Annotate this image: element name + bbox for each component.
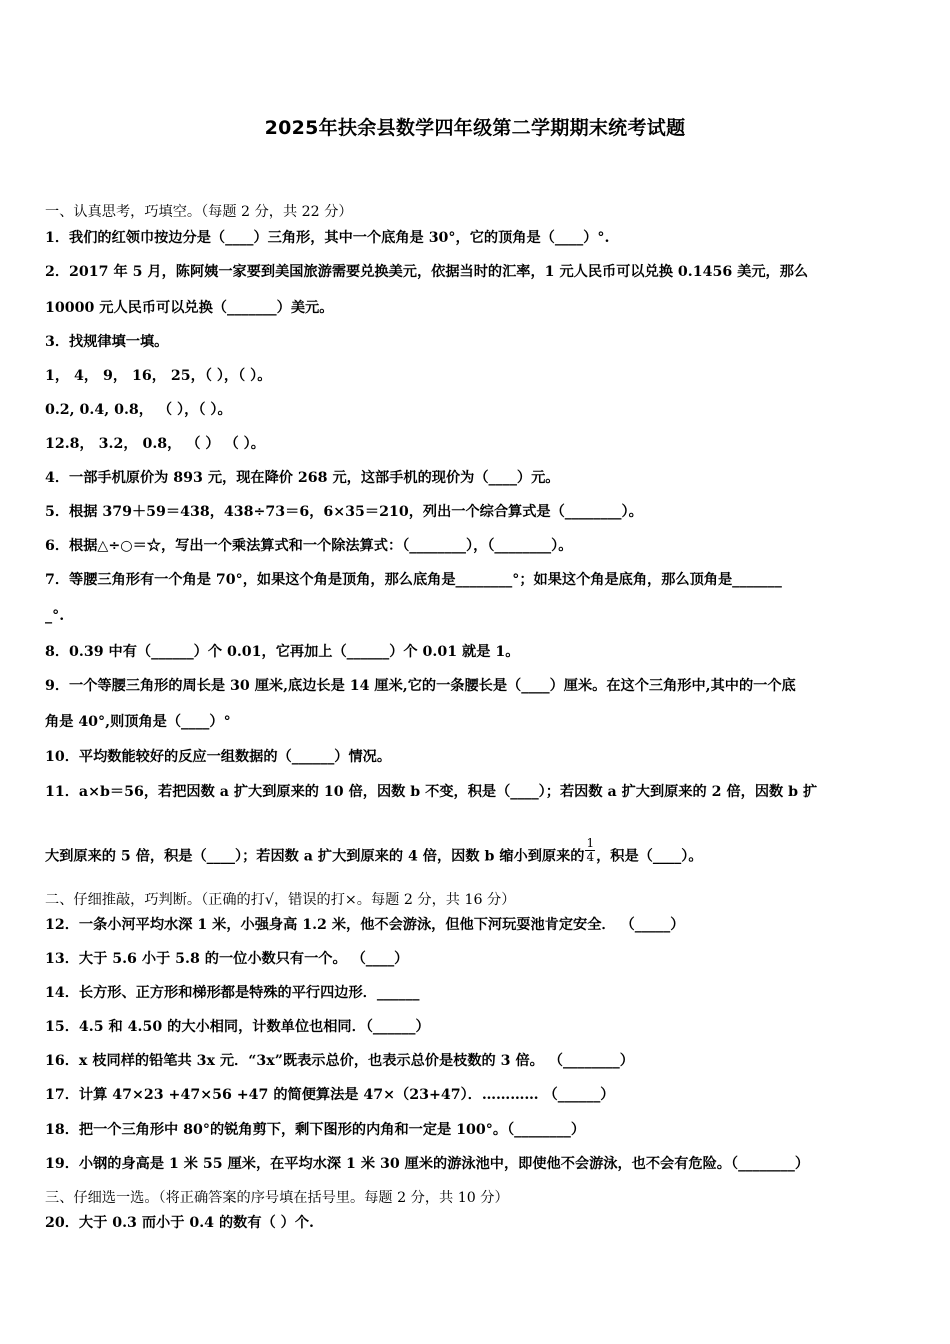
question-9-line-1: 9．一个等腰三角形的周长是 30 厘米,底边长是 14 厘米,它的一条腰长是（____）厘米。在这个三角形中,其中的一个底 (45, 678, 796, 694)
fraction-numerator: 1 (586, 836, 595, 850)
question-11-line-2-before: 大到原来的 5 倍，积是（____）；若因数 a 扩大到原来的 4 倍，因数 b 缩小到原来的 (45, 848, 585, 865)
question-2-line-2: 10000 元人民币可以兑换（_______）美元。 (45, 300, 334, 316)
question-18: 18．把一个三角形中 80°的锐角剪下，剩下图形的内角和一定是 100°。（________） (45, 1122, 586, 1138)
fraction-one-quarter (585, 837, 595, 864)
question-6: 6．根据△÷○＝☆，写出一个乘法算式和一个除法算式：（________），（________）。 (45, 538, 573, 554)
question-13: 13．大于 5.6 小于 5.8 的一位小数只有一个。 （____） (45, 951, 409, 967)
question-12: 12．一条小河平均水深 1 米，小强身高 1.2 米，他不会游泳，但他下河玩耍池肯定安全． （_____） (45, 917, 685, 933)
question-11-line-2 (45, 836, 703, 870)
question-5: 5．根据 379＋59＝438，438÷73＝6，6×35＝210，列出一个综合算式是（________）。 (45, 504, 643, 520)
question-9-line-2: 角是 40°,则顶角是（____）° (45, 714, 231, 730)
section-heading-2: 二、仔细推敲，巧判断。（正确的打√，错误的打×。每题 2 分，共 16 分） (45, 892, 516, 908)
question-2-line-1: 2．2017 年 5 月，陈阿姨一家要到美国旅游需要兑换美元，依据当时的汇率，1 元人民币可以兑换 0.1456 美元，那么 (45, 264, 809, 280)
question-3-sequence-a: 1， 4， 9， 16， 25，（ ），（ ）。 (45, 368, 272, 384)
question-1: 1．我们的红领巾按边分是（____）三角形，其中一个底角是 30°，它的顶角是（____）°. (45, 230, 610, 246)
question-7-line-2: _°. (45, 608, 65, 624)
question-14: 14．长方形、正方形和梯形都是特殊的平行四边形．______ (45, 985, 420, 1001)
question-10: 10．平均数能较好的反应一组数据的（______）情况。 (45, 749, 392, 765)
question-17: 17．计算 47×23 +47×56 +47 的简便算法是 47×（23+47）．………… （______） (45, 1087, 615, 1103)
page-title: 2025年扶余县数学四年级第二学期期末统考试题 (264, 117, 686, 139)
question-11-line-1: 11．a×b＝56，若把因数 a 扩大到原来的 10 倍，因数 b 不变，积是（____）；若因数 a 扩大到原来的 2 倍，因数 b 扩 (45, 784, 818, 800)
question-3: 3．找规律填一填。 (45, 334, 169, 350)
question-4: 4．一部手机原价为 893 元，现在降价 268 元，这部手机的现价为（____）元。 (45, 470, 560, 486)
section-heading-3: 三、仔细选一选。（将正确答案的序号填在括号里。每题 2 分，共 10 分） (45, 1190, 509, 1206)
question-3-sequence-c: 12.8， 3.2， 0.8， （ ） （ ）。 (45, 436, 265, 452)
question-8: 8．0.39 中有（______）个 0.01，它再加上（______）个 0.01 就是 1。 (45, 644, 520, 660)
section-heading-1: 一、认真思考，巧填空。（每题 2 分，共 22 分） (45, 204, 353, 220)
question-3-sequence-b: 0.2, 0.4, 0.8， （ ），（ ）。 (45, 402, 232, 418)
fraction-denominator: 4 (586, 850, 595, 864)
question-16: 16．x 枝同样的铅笔共 3x 元．“3x”既表示总价，也表示总价是枝数的 3 倍。 （________） (45, 1053, 634, 1069)
question-19: 19．小钢的身高是 1 米 55 厘米，在平均水深 1 米 30 厘米的游泳池中，即使他不会游泳，也不会有危险。（________） (45, 1156, 810, 1172)
question-15: 15．4.5 和 4.50 的大小相同，计数单位也相同．（______） (45, 1019, 430, 1035)
question-20: 20．大于 0.3 而小于 0.4 的数有（ ）个. (45, 1215, 314, 1231)
question-11-line-2-after: ，积是（____）。 (596, 848, 703, 865)
question-7-line-1: 7．等腰三角形有一个角是 70°，如果这个角是顶角，那么底角是________°；如果这个角是底角，那么顶角是_______ (45, 572, 782, 588)
